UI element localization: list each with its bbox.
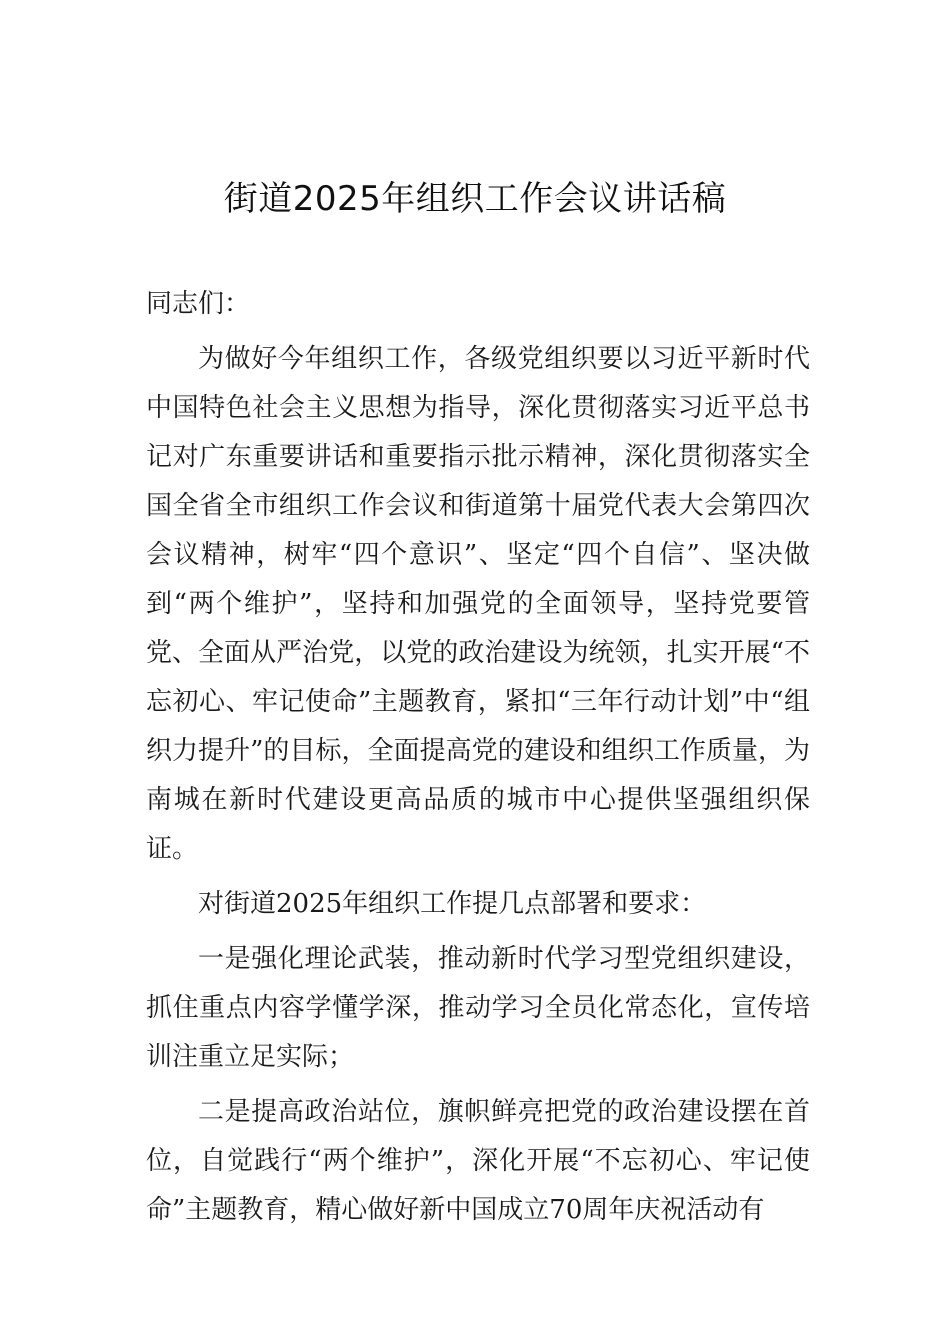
salutation: 同志们： xyxy=(146,289,251,319)
paragraph-point-one: 一是强化理论武装，推动新时代学习型党组织建设，抓住重点内容学懂学深，推动学习全员化常态化，宣传培训注重立足实际； xyxy=(146,944,810,1072)
paragraph-requirements-lead: 对街道2025年组织工作提几点部署和要求： xyxy=(198,889,707,919)
document-title: 街道2025年组织工作会议讲话稿 xyxy=(223,179,727,219)
document-body xyxy=(146,280,810,1235)
paragraph-point-two: 二是提高政治站位，旗帜鲜亮把党的政治建设摆在首位，自觉践行“两个维护”，深化开展“不忘初心、牢记使命”主题教育，精心做好新中国成立70周年庆祝活动有 xyxy=(146,1097,810,1225)
paragraph-intro: 为做好今年组织工作，各级党组织要以习近平新时代中国特色社会主义思想为指导，深化贯彻落实习近平总书记对广东重要讲话和重要指示批示精神，深化贯彻落实全国全省全市组织工作会议和街道第十届党代表大会第四次会议精神，树牢“四个意识”、坚定“四个自信”、坚决做到“两个维护”，坚持和加强党的全面领导，坚持党要管党、全面从严治党，以党的政治建设为统领，扎实开展“不忘初心、牢记使命”主题教育，紧扣“三年行动计划”中“组织力提升”的目标，全面提高党的建设和组织工作质量，为南城在新时代建设更高品质的城市中心提供坚强组织保证。 xyxy=(146,344,810,864)
